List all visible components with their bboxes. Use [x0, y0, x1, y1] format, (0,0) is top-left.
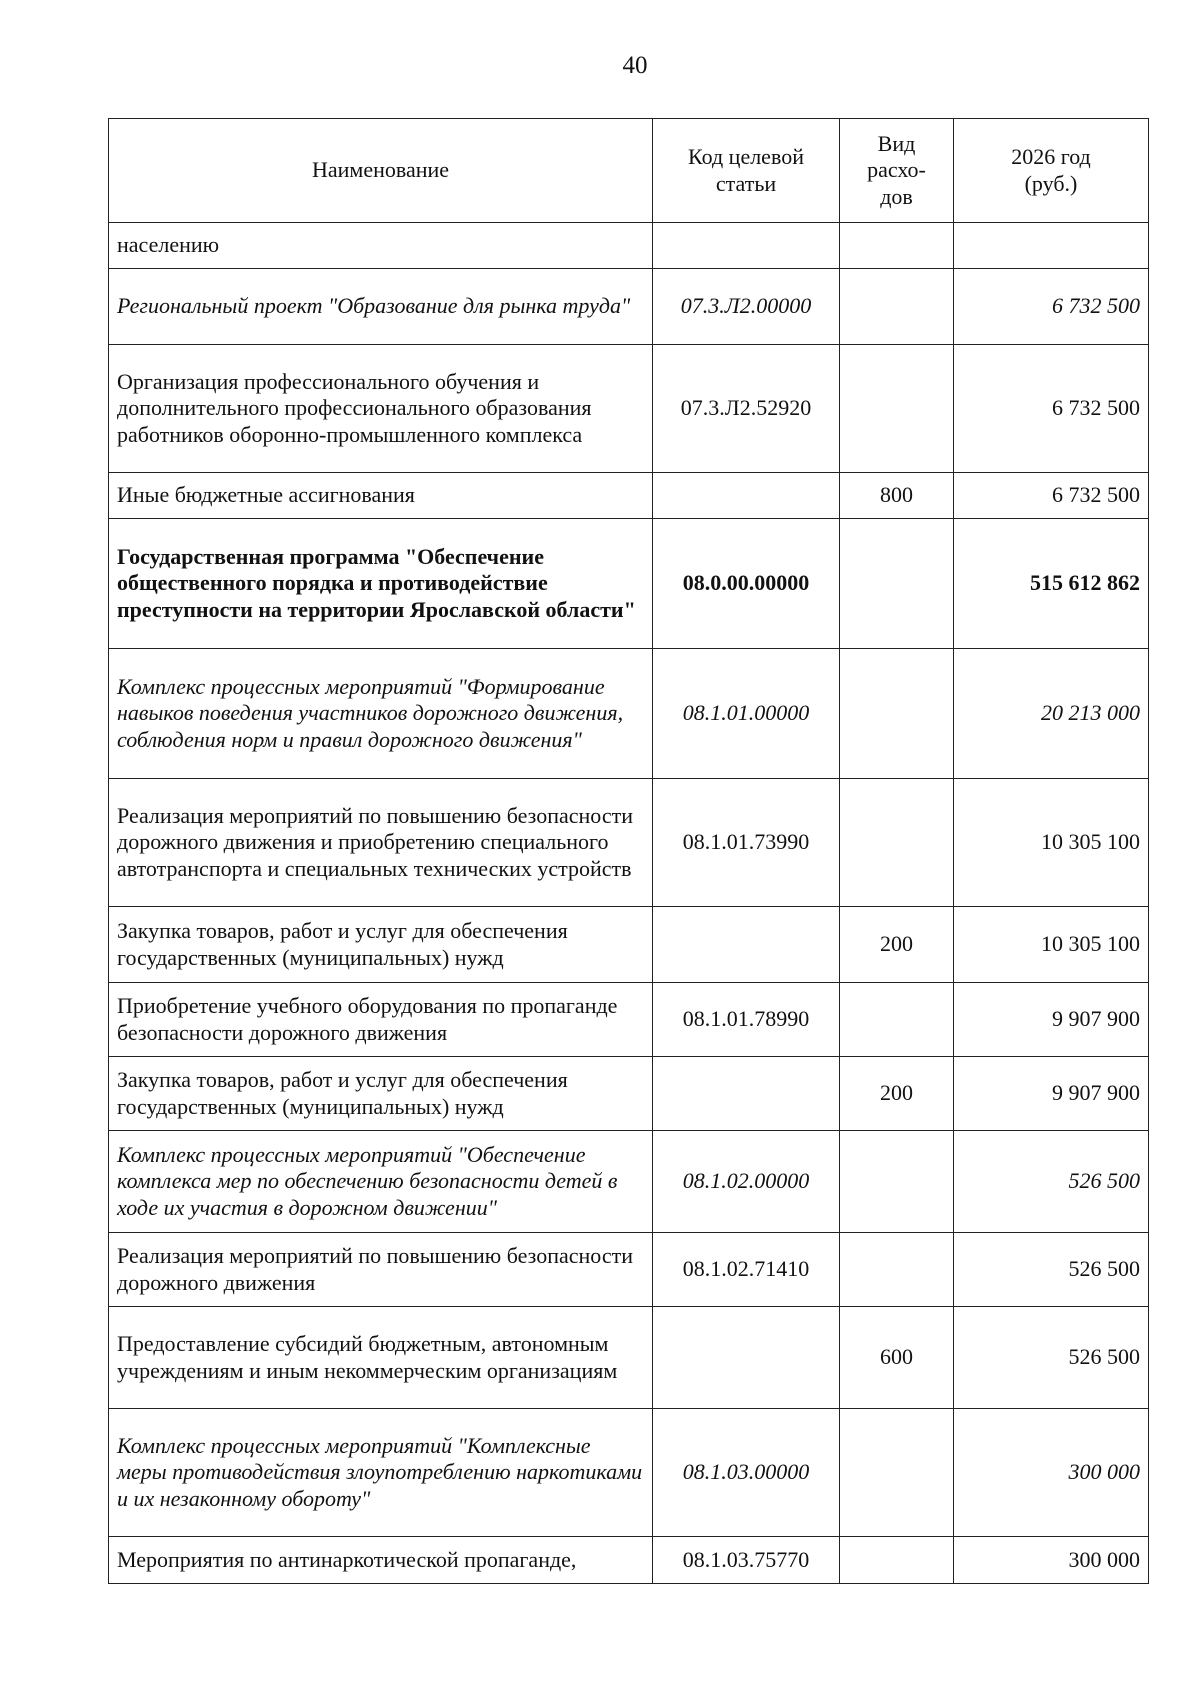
table-row: [109, 1537, 1149, 1584]
cell-sum: 9 907 900: [954, 983, 1149, 1057]
header-code: Код целевой статьи: [653, 119, 840, 223]
cell-kind: [840, 1233, 954, 1307]
table-row: [109, 1233, 1149, 1307]
cell-name: Предоставление субсидий бюджетным, автономным учреждениям и иным некоммерческим организациям: [109, 1307, 653, 1409]
cell-code: 08.0.00.00000: [653, 519, 840, 649]
cell-sum: 300 000: [954, 1409, 1149, 1537]
cell-name: Комплекс процессных мероприятий "Обеспечение комплекса мер по обеспечению безопасности детей в ходе их участия в дорожном движении": [109, 1131, 653, 1233]
cell-name: Закупка товаров, работ и услуг для обеспечения государственных (муниципальных) нужд: [109, 907, 653, 983]
table-row: [109, 519, 1149, 649]
table-row: [109, 1131, 1149, 1233]
cell-code: [653, 223, 840, 269]
cell-code: 08.1.03.75770: [653, 1537, 840, 1584]
cell-sum: 9 907 900: [954, 1057, 1149, 1131]
cell-code: 08.1.02.00000: [653, 1131, 840, 1233]
cell-name: Региональный проект "Образование для рынка труда": [109, 269, 653, 345]
cell-name: Комплекс процессных мероприятий "Формирование навыков поведения участников дорожного движения, соблюдения норм и правил дорожного движения": [109, 649, 653, 779]
cell-name: Комплекс процессных мероприятий "Комплексные меры противодействия злоупотреблению наркотиками и их незаконному обороту": [109, 1409, 653, 1537]
cell-sum: [954, 223, 1149, 269]
cell-kind: 200: [840, 1057, 954, 1131]
cell-sum: 10 305 100: [954, 779, 1149, 907]
table-row: [109, 473, 1149, 519]
table-row: [109, 1409, 1149, 1537]
cell-name: Мероприятия по антинаркотической пропаганде,: [109, 1537, 653, 1584]
cell-name: Закупка товаров, работ и услуг для обеспечения государственных (муниципальных) нужд: [109, 1057, 653, 1131]
table-row: [109, 907, 1149, 983]
cell-name: Приобретение учебного оборудования по пропаганде безопасности дорожного движения: [109, 983, 653, 1057]
table-row: [109, 345, 1149, 473]
table-body: [109, 223, 1149, 1584]
table-row: [109, 1057, 1149, 1131]
cell-sum: 10 305 100: [954, 907, 1149, 983]
cell-code: 08.1.03.00000: [653, 1409, 840, 1537]
cell-sum: 526 500: [954, 1131, 1149, 1233]
cell-code: 08.1.02.71410: [653, 1233, 840, 1307]
header-row: [109, 119, 1149, 223]
cell-kind: 600: [840, 1307, 954, 1409]
table-row: [109, 649, 1149, 779]
cell-sum: 526 500: [954, 1307, 1149, 1409]
cell-sum: 6 732 500: [954, 269, 1149, 345]
header-sum: 2026 год (руб.): [954, 119, 1149, 223]
cell-code: [653, 907, 840, 983]
table-row: [109, 1307, 1149, 1409]
cell-sum: 20 213 000: [954, 649, 1149, 779]
cell-sum: 300 000: [954, 1537, 1149, 1584]
budget-table: [108, 118, 1149, 1584]
cell-code: [653, 1307, 840, 1409]
cell-kind: 800: [840, 473, 954, 519]
table-row: [109, 269, 1149, 345]
cell-kind: [840, 779, 954, 907]
page-number: 40: [622, 52, 648, 79]
cell-kind: [840, 519, 954, 649]
cell-kind: [840, 1409, 954, 1537]
cell-code: 07.3.Л2.00000: [653, 269, 840, 345]
cell-code: [653, 1057, 840, 1131]
table-row: [109, 983, 1149, 1057]
cell-kind: [840, 345, 954, 473]
cell-sum: 6 732 500: [954, 345, 1149, 473]
cell-kind: [840, 1131, 954, 1233]
cell-kind: [840, 269, 954, 345]
cell-sum: 6 732 500: [954, 473, 1149, 519]
cell-name: Реализация мероприятий по повышению безопасности дорожного движения и приобретению специального автотранспорта и специальных технических устройств: [109, 779, 653, 907]
cell-code: [653, 473, 840, 519]
cell-sum: 526 500: [954, 1233, 1149, 1307]
cell-name: Организация профессионального обучения и дополнительного профессионального образования работников оборонно-промышленного комплекса: [109, 345, 653, 473]
cell-name: населению: [109, 223, 653, 269]
cell-sum: 515 612 862: [954, 519, 1149, 649]
cell-kind: 200: [840, 907, 954, 983]
cell-name: Государственная программа "Обеспечение общественного порядка и противодействие преступности на территории Ярославской области": [109, 519, 653, 649]
cell-kind: [840, 1537, 954, 1584]
header-name: Наименование: [109, 119, 653, 223]
cell-kind: [840, 649, 954, 779]
header-kind: Вид расхо-дов: [840, 119, 954, 223]
cell-name: Иные бюджетные ассигнования: [109, 473, 653, 519]
cell-name: Реализация мероприятий по повышению безопасности дорожного движения: [109, 1233, 653, 1307]
cell-code: 08.1.01.78990: [653, 983, 840, 1057]
cell-kind: [840, 223, 954, 269]
cell-code: 08.1.01.00000: [653, 649, 840, 779]
cell-code: 07.3.Л2.52920: [653, 345, 840, 473]
table-row: [109, 223, 1149, 269]
cell-code: 08.1.01.73990: [653, 779, 840, 907]
table-row: [109, 779, 1149, 907]
cell-kind: [840, 983, 954, 1057]
